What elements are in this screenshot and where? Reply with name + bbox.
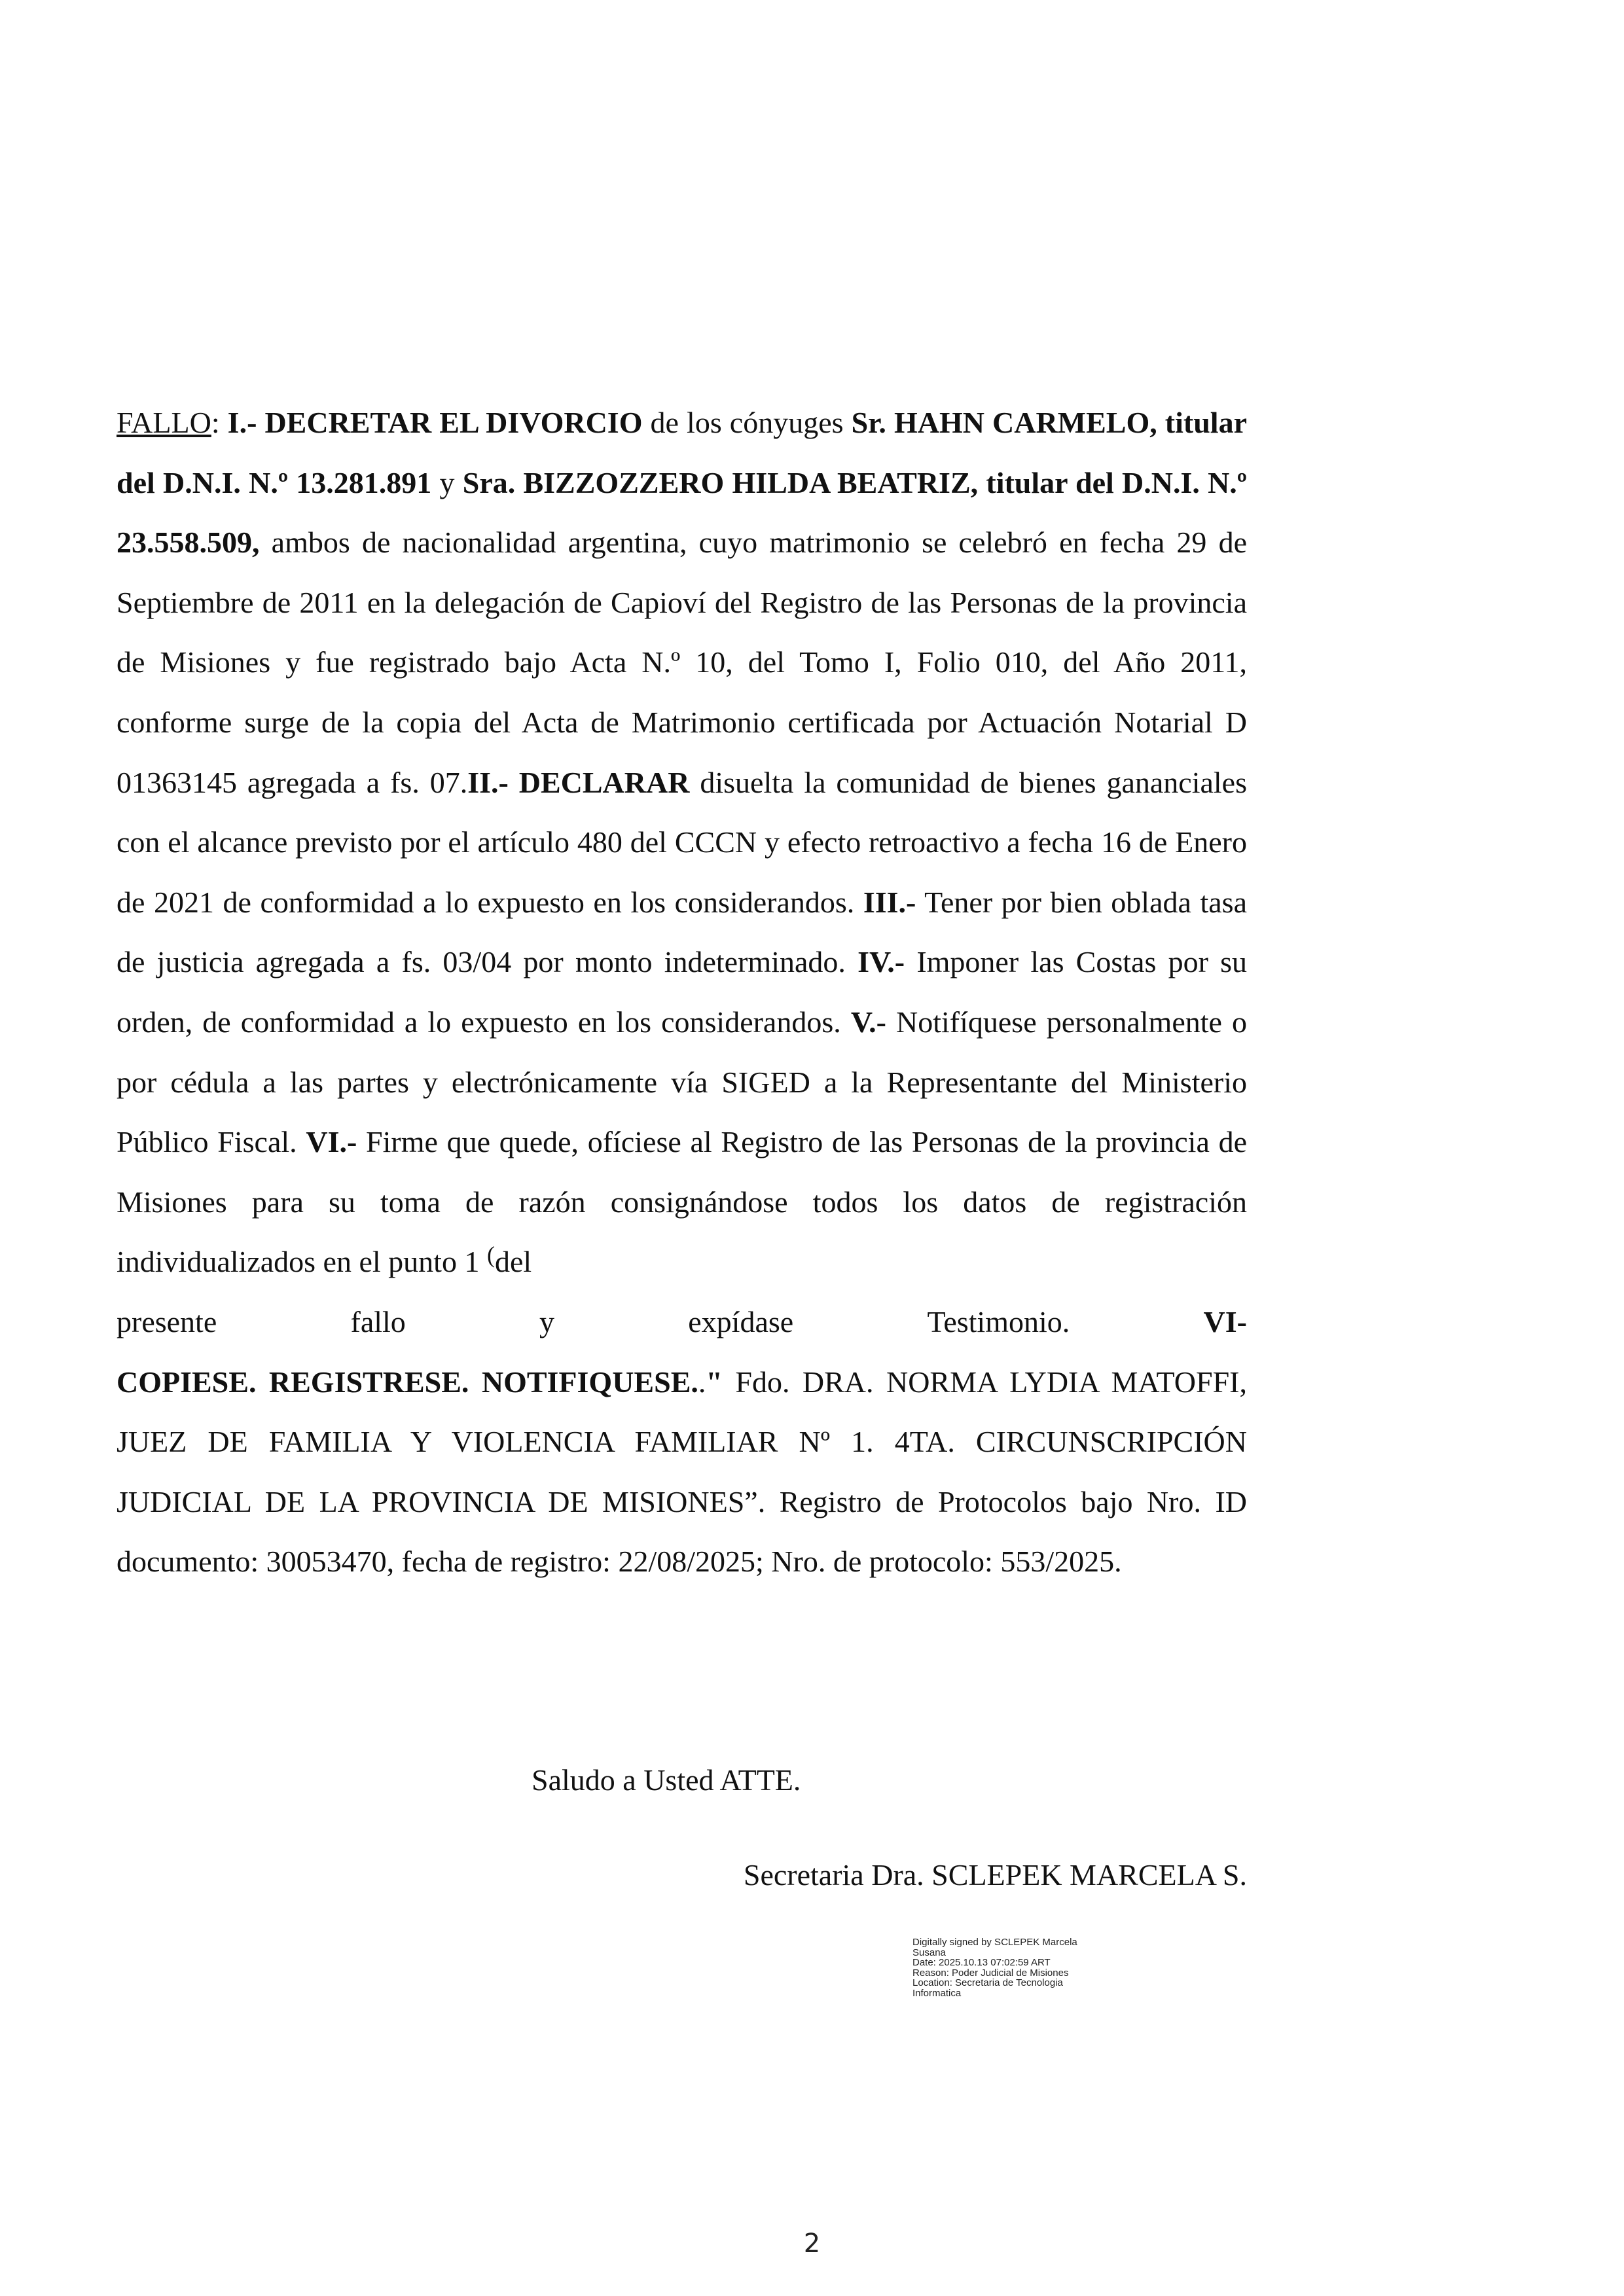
husband-identity: Sr. HAHN CARMELO, titular del D.N.I. N.º 13.281.891 (117, 406, 1247, 499)
superscript-paren: ( (486, 1242, 495, 1268)
point-iii-label: III.- (863, 885, 916, 919)
digital-signature-line: Susana (912, 1946, 946, 1958)
text-run: y (431, 465, 463, 499)
marriage-details: ambos de nacionalidad argentina, cuyo matrimonio se celebró en fecha 29 de Septiembre de 2011 en la delegación de Capioví del Registro de las Personas de la provincia de Misiones y fue registrado bajo Acta N.º 10, del Tomo I, Folio 010, del Año 2011, conforme surge de la copia del Acta de Matrimonio certificada por Actuación Notarial D 01363145 agregada a fs. 07. (117, 526, 1247, 799)
spaced-word: fallo (350, 1304, 406, 1338)
spaced-word: y (539, 1304, 555, 1338)
text-run: del (494, 1245, 532, 1279)
closing-salutation: Saludo a Usted ATTE. (532, 1763, 801, 1797)
spaced-word: presente (117, 1304, 217, 1338)
point-v-label: V.- (850, 1005, 886, 1039)
point-ii-text: disuelta la comunidad de bienes gananciales con el alcance previsto por el artículo 480 del CCCN y efecto retroactivo a fecha 16 de Enero de 2021 de conformidad a lo expuesto en los considerandos. (117, 765, 1248, 919)
text-run: de los cónyuges (642, 406, 852, 439)
text-run: . (698, 1365, 706, 1399)
text-run: : (211, 406, 228, 439)
point-iv-label: IV.- (857, 945, 905, 979)
digital-signature-stamp (912, 1937, 1128, 1998)
fallo-heading: FALLO (117, 406, 211, 439)
signatory-and-registry: Fdo. DRA. NORMA LYDIA MATOFFI, JUEZ DE FAMILIA Y VIOLENCIA FAMILIAR Nº 1. 4TA. CIRCUNSCRIPCIÓN JUDICIAL DE LA PROVINCIA DE MISIONES”. Registro de Protocolos bajo Nro. ID documento: 30053470, fecha de registro: 22/08/2025; Nro. de protocolo: 553/2025. (117, 1365, 1247, 1579)
digital-signature-line: Reason: Poder Judicial de Misiones (912, 1967, 1069, 1979)
page-number: 2 (803, 2229, 821, 2259)
point-iv-text: Imponer las Costas por su orden, de conformidad a lo expuesto en los considerandos. (117, 945, 1247, 1039)
point-i-label: I.- DECRETAR EL DIVORCIO (227, 406, 643, 439)
secretary-signature: Secretaria Dra. SCLEPEK MARCELA S. (743, 1858, 1247, 1892)
wife-identity: Sra. BIZZOZZERO HILDA BEATRIZ, titular del D.N.I. N.º 23.558.509, (117, 465, 1247, 560)
closing-quote: " (706, 1365, 723, 1399)
digital-signature-line: Informatica (912, 1987, 962, 1999)
digital-signature-line: Digitally signed by SCLEPEK Marcela (912, 1937, 1077, 1948)
digital-signature-line: Location: Secretaria de Tecnologia (912, 1977, 1063, 1988)
spaced-word: expídase (688, 1304, 794, 1338)
copiese-registrese: COPIESE. REGISTRESE. NOTIFIQUESE. (117, 1365, 698, 1399)
spaced-word: Testimonio. (927, 1304, 1070, 1338)
point-vi-label: VI.- (306, 1125, 357, 1159)
ruling-paragraph (117, 393, 1247, 1592)
point-vi-text: Firme que quede, ofíciese al Registro de las Personas de la provincia de Misiones para su toma de razón consignándose todos los datos de registración individualizados en el punto 1 (117, 1125, 1247, 1279)
point-iii-text: Tener por bien oblada tasa de justicia agregada a fs. 03/04 por monto indeterminado. (117, 885, 1247, 979)
digital-signature-line: Date: 2025.10.13 07:02:59 ART (912, 1957, 1051, 1968)
spaced-line (117, 1292, 1247, 1352)
point-ii-label: II.- DECLARAR (467, 765, 690, 799)
point-vii-label: VI- (1203, 1304, 1247, 1338)
point-v-text: Notifíquese personalmente o por cédula a las partes y electrónicamente vía SIGED a la Representante del Ministerio Público Fiscal. (117, 1005, 1248, 1159)
